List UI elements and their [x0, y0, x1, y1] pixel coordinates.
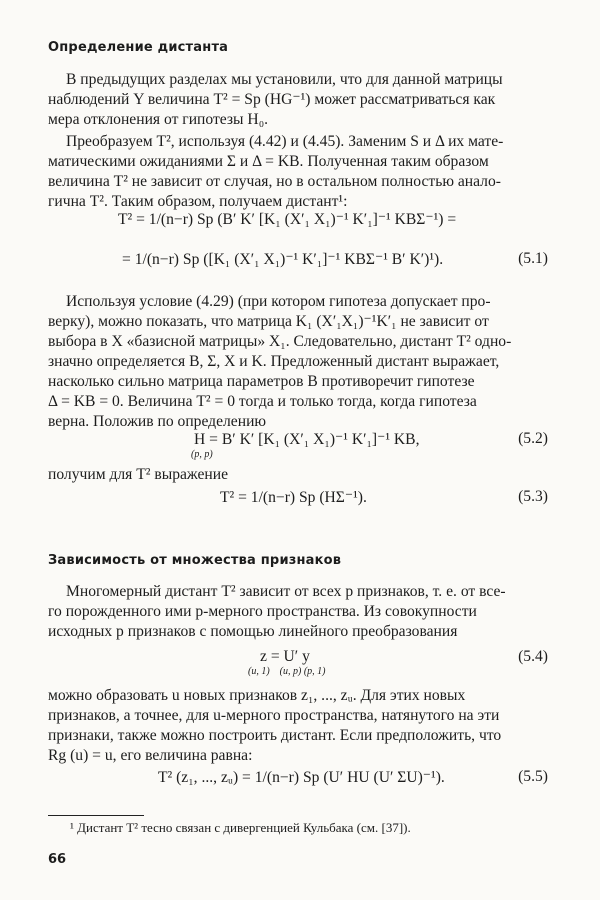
equation-number: (5.5)	[518, 768, 548, 785]
section-heading-distant: Определение дистанта	[48, 40, 229, 55]
text-line: мера отклонения от гипотезы H₀.	[48, 111, 269, 128]
text-line: гична T². Таким образом, получаем дистант¹:	[48, 193, 348, 210]
formula: T² = 1/(n−r) Sp (B′ K′ [K₁ (X′₁ X₁)⁻¹ K′₁]⁻¹ KBΣ⁻¹) =	[118, 211, 457, 228]
paragraph-multivariate	[48, 582, 560, 642]
page-number: 66	[48, 852, 67, 867]
text-line: получим для T² выражение	[48, 466, 229, 483]
equation-number: (5.4)	[518, 648, 548, 665]
paragraph-intro	[48, 70, 560, 130]
equation-number: (5.1)	[518, 250, 548, 267]
text-line: насколько сильно матрица параметров B противоречит гипотезе	[48, 373, 475, 390]
equation-5-2	[48, 430, 560, 464]
formula-subscript: (u, 1) (u, p) (p, 1)	[248, 666, 326, 677]
text-line: Δ = KB = 0. Величина T² = 0 тогда и только тогда, когда гипотеза	[48, 393, 477, 410]
formula: = 1/(n−r) Sp ([K₁ (X′₁ X₁)⁻¹ K′₁]⁻¹ KBΣ⁻¹ B′ K′)¹).	[122, 251, 444, 268]
paragraph-transform	[48, 132, 560, 212]
formula: T² (z₁, ..., zᵤ) = 1/(n−r) Sp (U′ HU (U′ ΣU)⁻¹).	[158, 769, 445, 786]
section-heading-dependence: Зависимость от множества признаков	[48, 553, 342, 568]
text-line: величина T² не зависит от случая, но в остальном полностью анало-	[48, 173, 501, 190]
equation-5-3	[48, 488, 560, 510]
equation-5-5	[48, 768, 560, 790]
text-line: признаки, также можно построить дистант. Если предположить, что	[48, 727, 502, 744]
text-line: Rg (u) = u, его величина равна:	[48, 747, 253, 764]
paragraph-new-features	[48, 686, 560, 766]
text-line: можно образовать u новых признаков z₁, ..., zᵤ. Для этих новых	[48, 687, 466, 704]
formula-subscript: (p, p)	[191, 449, 213, 460]
formula: T² = 1/(n−r) Sp (HΣ⁻¹).	[220, 489, 367, 506]
text-line: наблюдений Y величина T² = Sp (HG⁻¹) может рассматриваться как	[48, 91, 496, 108]
text-line: го порожденного ими p-мерного пространства. Из совокупности	[48, 603, 477, 620]
text-line: матическими ожиданиями Σ и Δ = KB. Полученная таким образом	[48, 153, 489, 170]
text-line: значно определяется B, Σ, X и K. Предложенный дистант выражает,	[48, 353, 500, 370]
text-line: Многомерный дистант T² зависит от всех p признаков, т. е. от все-	[66, 583, 506, 600]
text-line: Преобразуем T², используя (4.42) и (4.45). Заменим S и Δ их мате-	[66, 133, 504, 150]
footnote: ¹ Дистант T² тесно связан с дивергенцией Кульбака (см. [37]).	[70, 820, 411, 835]
equation-5-1-line2	[48, 250, 560, 272]
text-line: исходных p признаков с помощью линейного преобразования	[48, 623, 458, 640]
paragraph-condition	[48, 292, 560, 432]
formula: z = U′ y	[260, 648, 310, 665]
equation-5-4	[48, 648, 560, 682]
text-line: верна. Положив по определению	[48, 413, 267, 430]
equation-number: (5.3)	[518, 488, 548, 505]
formula: H = B′ K′ [K₁ (X′₁ X₁)⁻¹ K′₁]⁻¹ KB,	[194, 431, 420, 448]
equation-number: (5.2)	[518, 430, 548, 447]
equation-5-1-line1	[48, 210, 560, 232]
text-line: Используя условие (4.29) (при котором гипотеза допускает про-	[66, 293, 491, 310]
text-line: верку), можно показать, что матрица K₁ (X′₁X₁)⁻¹K′₁ не зависит от	[48, 313, 489, 330]
paragraph-lead-5-3	[48, 465, 560, 485]
footnote-separator	[48, 815, 144, 816]
text-line: выбора в X «базисной матрицы» X₁. Следовательно, дистант T² одно-	[48, 333, 512, 350]
text-line: признаков, а точнее, для u-мерного пространства, натянутого на эти	[48, 707, 500, 724]
text-line: В предыдущих разделах мы установили, что для данной матрицы	[66, 71, 503, 88]
